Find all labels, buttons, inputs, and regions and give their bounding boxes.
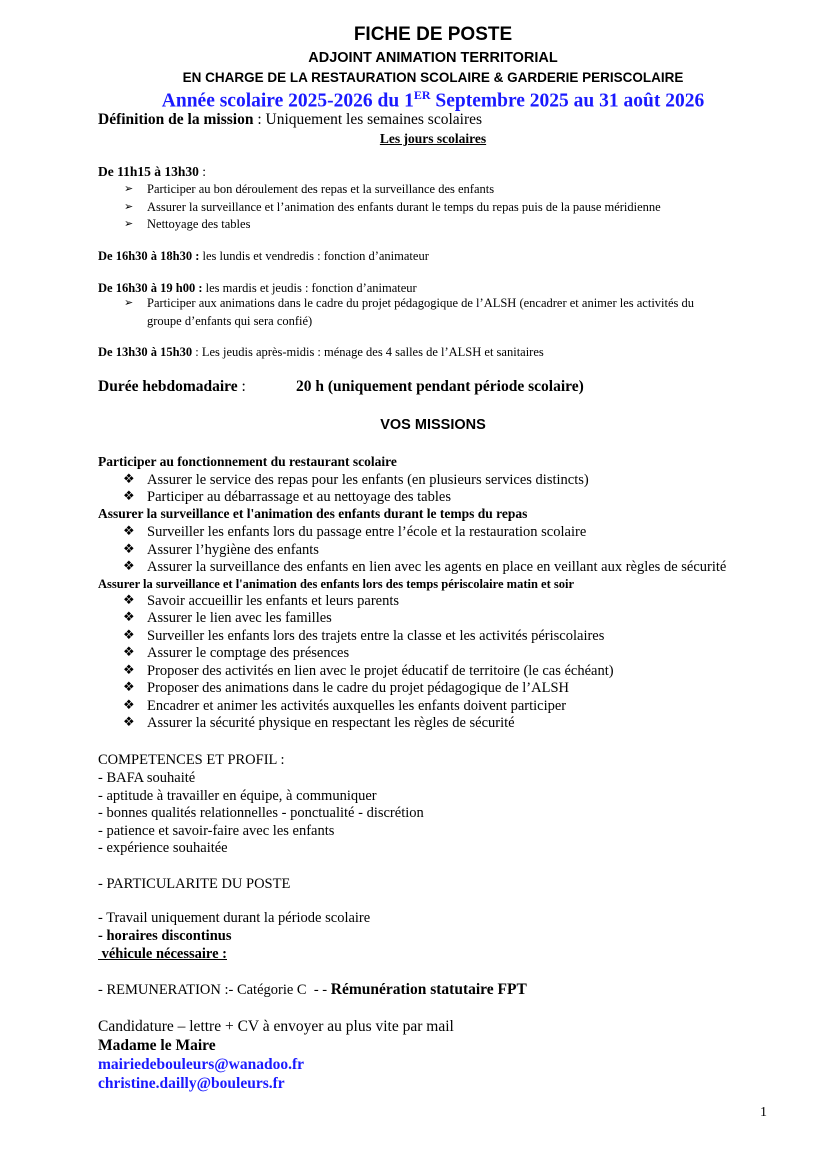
list-item-continuation: groupe d’enfants qui sera confié) (147, 314, 313, 328)
diamond-bullet-icon: ❖ (123, 644, 135, 659)
competence-item: - expérience souhaitée (98, 840, 228, 856)
schedule-4 (98, 346, 544, 359)
schedule-2 (98, 250, 429, 263)
mission-item: Participer au débarrassage et au nettoyage des tables (147, 489, 451, 505)
mission-item: Assurer l’hygiène des enfants (147, 542, 319, 558)
diamond-bullet-icon: ❖ (123, 627, 135, 642)
job-subtitle: EN CHARGE DE LA RESTAURATION SCOLAIRE & GARDERIE PERISCOLAIRE (182, 70, 684, 85)
competence-item: - bonnes qualités relationnelles - ponctualité - discrétion (98, 805, 424, 821)
diamond-bullet-icon: ❖ (123, 592, 135, 607)
arrow-bullet-icon: ➢ (124, 201, 134, 213)
mission-group-title: Assurer la surveillance et l'animation des enfants lors des temps périscolaire matin et soir (98, 577, 575, 591)
mission-item: Assurer la surveillance des enfants en lien avec les agents en place en veillant aux règles de sécurité (147, 559, 727, 575)
diamond-bullet-icon: ❖ (123, 558, 135, 573)
mission-item: Savoir accueillir les enfants et leurs parents (147, 593, 400, 609)
particularite-item: - Travail uniquement durant la période scolaire (98, 910, 371, 926)
schedule-label: De 16h30 à 18h30 : (98, 249, 200, 263)
diamond-bullet-icon: ❖ (123, 609, 135, 624)
schedule-value: : Les jeudis après-midis : ménage des 4 salles de l’ALSH et sanitaires (192, 345, 544, 359)
weekly-hours-value: 20 h (uniquement pendant période scolaire) (296, 378, 584, 395)
list-item: Participer au bon déroulement des repas et la surveillance des enfants (147, 182, 495, 196)
particularite-item: - horaires discontinus (98, 928, 232, 944)
diamond-bullet-icon: ❖ (123, 541, 135, 556)
diamond-bullet-icon: ❖ (123, 523, 135, 538)
school-days-heading: Les jours scolaires (379, 131, 487, 146)
document-title: FICHE DE POSTE (353, 24, 513, 45)
email-2[interactable]: christine.dailly@bouleurs.fr (98, 1075, 285, 1092)
schedule-value: : (198, 164, 207, 179)
recipient: Madame le Maire (98, 1037, 216, 1054)
diamond-bullet-icon: ❖ (123, 662, 135, 677)
mission-item: Proposer des animations dans le cadre du projet pédagogique de l’ALSH (147, 680, 570, 696)
year-suffix: Septembre 2025 au 31 août 2026 (430, 90, 705, 112)
mission-group-title: Assurer la surveillance et l'animation des enfants durant le temps du repas (98, 506, 528, 521)
mission-item: Surveiller les enfants lors du passage entre l’école et la restauration scolaire (147, 524, 587, 540)
list-item: Participer aux animations dans le cadre du projet pédagogique de l’ALSH (encadrer et animer les activités du (147, 296, 695, 310)
mission-item: Assurer le comptage des présences (147, 645, 350, 661)
email-link-2[interactable] (98, 1076, 285, 1092)
missions-heading: VOS MISSIONS (380, 417, 486, 433)
mission-item: Encadrer et animer les activités auxquelles les enfants doivent participer (147, 698, 567, 714)
email-1[interactable]: mairiedebouleurs@wanadoo.fr (98, 1056, 305, 1073)
mission-item: Proposer des activités en lien avec le projet éducatif de territoire (le cas échéant) (147, 663, 614, 679)
mission-item: Assurer le lien avec les familles (147, 610, 332, 626)
weekly-hours (98, 379, 246, 395)
arrow-bullet-icon: ➢ (124, 183, 134, 195)
schedule-1 (98, 165, 206, 179)
competence-item: - aptitude à travailler en équipe, à communiquer (98, 788, 377, 804)
mission-item: Surveiller les enfants lors des trajets entre la classe et les activités périscolaires (147, 628, 605, 644)
diamond-bullet-icon: ❖ (123, 488, 135, 503)
list-item: Assurer la surveillance et l’animation des enfants durant le temps du repas puis de la pause méridienne (147, 200, 661, 214)
competence-item: - patience et savoir-faire avec les enfants (98, 823, 335, 839)
competence-item: - BAFA souhaité (98, 770, 196, 786)
particularite-item: véhicule nécessaire : (98, 946, 227, 962)
year-sup: ER (413, 88, 431, 102)
list-item: Nettoyage des tables (147, 217, 251, 231)
schedule-value: les mardis et jeudis : fonction d’animateur (202, 281, 417, 295)
remuneration-value: Rémunération statutaire FPT (330, 981, 527, 998)
schedule-value: les lundis et vendredis : fonction d’animateur (199, 249, 429, 263)
email-link-1[interactable] (98, 1057, 304, 1073)
definition-value: : Uniquement les semaines scolaires (253, 111, 483, 128)
page-number: 1 (760, 1105, 767, 1120)
job-title: ADJOINT ANIMATION TERRITORIAL (308, 50, 558, 66)
competences-heading: COMPETENCES ET PROFIL : (98, 752, 285, 768)
school-year (0, 89, 827, 111)
diamond-bullet-icon: ❖ (123, 697, 135, 712)
mission-group-title: Participer au fonctionnement du restaurant scolaire (98, 454, 397, 469)
remuneration-label: - REMUNERATION :- Catégorie C - - (98, 982, 331, 998)
mission-item: Assurer la sécurité physique en respectant les règles de sécurité (147, 715, 515, 731)
schedule-label: De 13h30 à 15h30 (98, 345, 193, 359)
diamond-bullet-icon: ❖ (123, 679, 135, 694)
year-prefix: Année scolaire 2025-2026 du 1 (161, 90, 414, 112)
schedule-label: De 11h15 à 13h30 (98, 164, 199, 179)
schedule-3 (98, 282, 417, 295)
weekly-hours-label: Durée hebdomadaire (98, 378, 238, 395)
application-instructions: Candidature – lettre + CV à envoyer au plus vite par mail (98, 1018, 454, 1035)
diamond-bullet-icon: ❖ (123, 714, 135, 729)
schedule-label: De 16h30 à 19 h00 : (98, 281, 203, 295)
mission-definition (98, 112, 482, 128)
mission-item: Assurer le service des repas pour les enfants (en plusieurs services distincts) (147, 472, 589, 488)
remuneration (98, 982, 527, 998)
arrow-bullet-icon: ➢ (124, 297, 134, 309)
arrow-bullet-icon: ➢ (124, 218, 134, 230)
weekly-hours-sep: : (237, 378, 246, 395)
particularite-heading: - PARTICULARITE DU POSTE (98, 876, 291, 892)
diamond-bullet-icon: ❖ (123, 471, 135, 486)
definition-label: Définition de la mission (98, 111, 254, 128)
